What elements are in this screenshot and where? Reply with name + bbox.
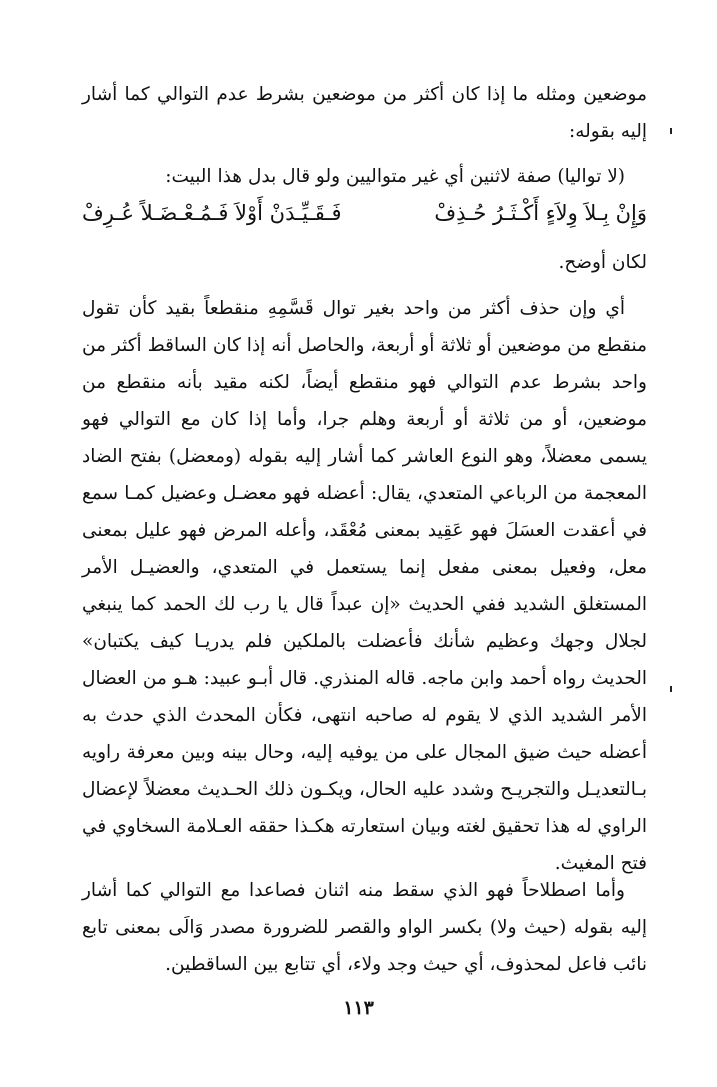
page-number: ١١٣ xyxy=(343,997,374,1019)
paragraph-5-text: وأما اصطلاحاً فهو الذي سقط منه اثنان فصاعدا مع التوالي كما أشار إليه بقوله (حيث ولا) بكسر الواو والقصر للضرورة مصدر وَالَى بمعنى تابع نائب فاعل لمحذوف، أي حيث وجد ولاء، أي تتابع بين الساقطين. xyxy=(82,880,647,975)
poem-first-hemistich: وَإِنْ بِـلاَ وِلاَءٍ أَكْـثَـرُ حُـذِفْ xyxy=(434,201,647,225)
paragraph-2 xyxy=(82,158,647,195)
paragraph-5 xyxy=(82,872,647,983)
paragraph-3-text: لكان أوضح. xyxy=(558,252,647,273)
margin-tick-mark xyxy=(670,686,672,692)
poem-verse xyxy=(82,196,647,230)
paragraph-4-text: أي وإن حذف أكثر من واحد بغير توال قَسَّمِهِ منقطعاً بقيد كأن تقول منقطع من موضعين أو ثلاثة أو أربعة، والحاصل أنه إذا كان الساقط أكثر من واحد بشرط عدم التوالي فهو منقطع أيضاً، لكنه مقيد بأنه منقطع من موضعين، أو من ثلاثة أو أربعة وهلم جرا، وأما إذا كان مع التوالي فهو يسمى معضلاً، وهو النوع العاشر كما أشار إليه بقوله (ومعضل) بفتح الضاد المعجمة من الرباعي المتعدي، يقال: أعضله فهو معضـل وعضيل كمـا سمع في أعقدت العسَلَ فهو عَقِيد بمعنى مُعْقَد، وأعله المرض فهو عليل بمعنى معل، وفعيل بمعنى مفعل إنما يستعمل في المتعدي، والعضيـل الأمر المستغلق الشديد ففي الحديث «إن عبداً قال يا رب لك الحمد كما ينبغي لجلال وجهك وعظيم شأنك فأعضلت بالملكين فلم يدريـا كيف يكتبان» الحديث رواه أحمد وابن ماجه. قاله المنذري. قال أبـو عبيد: هـو من العضال الأمر الشديد الذي لا يقوم له صاحبه انتهى، فكأن المحدث الذي حدث به أعضله حيث ضيق المجال على من يوفيه إليه، وحال بينه وبين معرفة راويه بـالتعديـل والتجريـح وشدد عليه الحال، ويكـون ذلك الحـديث معضلاً لإعضال الراوي له هذا تحقيق لغته وبيان استعارته هكـذا حققه العـلامة السخاوي في فتح المغيث. xyxy=(82,298,647,874)
poem-second-hemistich: فَـقَـيِّـدَنْ أَوْلاَ فَـمُـعْـضَـلاً عُـرِفْ xyxy=(82,201,342,225)
paragraph-1 xyxy=(82,76,647,150)
paragraph-1-text: موضعين ومثله ما إذا كان أكثر من موضعين بشرط عدم التوالي كما أشار إليه بقوله: xyxy=(82,84,647,142)
paragraph-2-text: (لا تواليا) صفة لاثنين أي غير متواليين ولو قال بدل هذا البيت: xyxy=(165,166,625,187)
paragraph-3 xyxy=(82,244,647,281)
paragraph-4 xyxy=(82,290,647,882)
margin-tick-mark xyxy=(670,128,672,134)
